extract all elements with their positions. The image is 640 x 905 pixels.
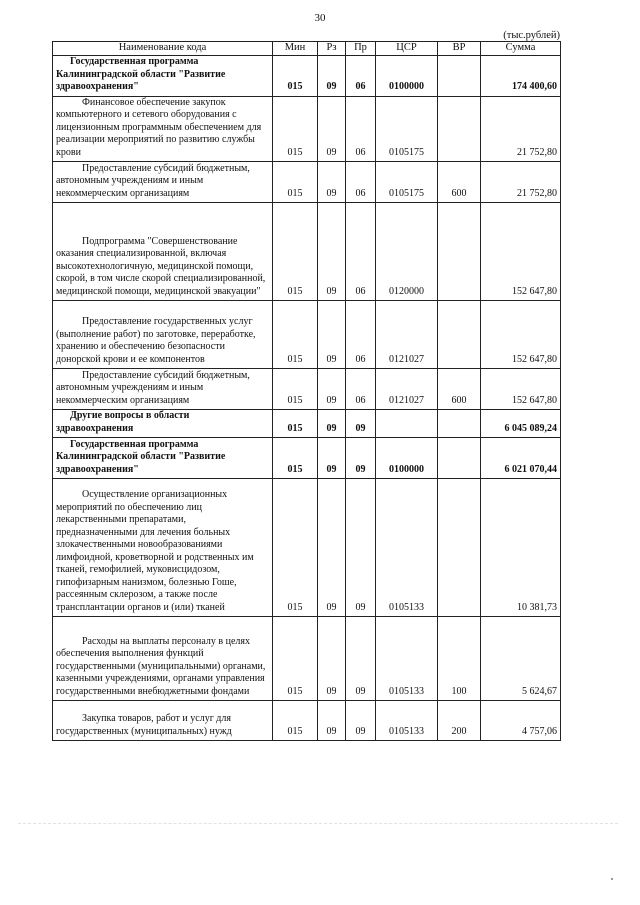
- table-row: [53, 617, 561, 701]
- row-min: 015: [273, 369, 318, 410]
- row-name: Государственная программа Калининградской области "Развитие здравоохранения": [53, 438, 273, 479]
- header-rz: Рз: [318, 42, 346, 56]
- row-name: Закупка товаров, работ и услуг для государственных (муниципальных) нужд: [53, 701, 273, 741]
- row-rz: 09: [318, 438, 346, 479]
- row-name: Предоставление субсидий бюджетным, автономным учреждениям и иным некоммерческим организациям: [53, 369, 273, 410]
- row-pr: 06: [346, 96, 376, 162]
- row-sum: 21 752,80: [481, 162, 561, 203]
- table-row: [53, 410, 561, 438]
- header-pr: Пр: [346, 42, 376, 56]
- row-min: 015: [273, 301, 318, 369]
- row-name: Расходы на выплаты персоналу в целях обеспечения выполнения функций государственными (муниципальными) органами, казенными учреждениями, органами управления государственными внебюджетными фондами: [53, 617, 273, 701]
- row-sum: 152 647,80: [481, 203, 561, 301]
- row-pr: 09: [346, 438, 376, 479]
- row-pr: 09: [346, 410, 376, 438]
- table-row: [53, 301, 561, 369]
- row-min: 015: [273, 162, 318, 203]
- row-sum: 6 045 089,24: [481, 410, 561, 438]
- row-vr: [438, 96, 481, 162]
- header-sum: Сумма: [481, 42, 561, 56]
- table-row: [53, 369, 561, 410]
- row-rz: 09: [318, 203, 346, 301]
- row-sum: 21 752,80: [481, 96, 561, 162]
- scan-speck: [611, 878, 613, 880]
- header-name: Наименование кода: [53, 42, 273, 56]
- row-csr: 0105133: [376, 617, 438, 701]
- row-csr: 0105175: [376, 96, 438, 162]
- row-vr: 600: [438, 369, 481, 410]
- row-pr: 06: [346, 369, 376, 410]
- row-vr: [438, 479, 481, 617]
- table-row: [53, 479, 561, 617]
- budget-table: [52, 41, 561, 741]
- row-sum: 152 647,80: [481, 301, 561, 369]
- row-pr: 09: [346, 479, 376, 617]
- row-min: 015: [273, 438, 318, 479]
- table-header-row: [53, 42, 561, 56]
- row-rz: 09: [318, 56, 346, 97]
- row-vr: [438, 410, 481, 438]
- row-min: 015: [273, 617, 318, 701]
- row-rz: 09: [318, 617, 346, 701]
- row-vr: 600: [438, 162, 481, 203]
- row-rz: 09: [318, 369, 346, 410]
- header-min: Мин: [273, 42, 318, 56]
- row-name: Финансовое обеспечение закупок компьютерного и сетевого оборудования с лицензионным программным обеспечением для реализации мероприятий по развитию службы крови: [53, 96, 273, 162]
- row-sum: 152 647,80: [481, 369, 561, 410]
- table-row: [53, 162, 561, 203]
- row-rz: 09: [318, 162, 346, 203]
- table-row: [53, 701, 561, 741]
- row-min: 015: [273, 410, 318, 438]
- row-vr: [438, 301, 481, 369]
- row-min: 015: [273, 701, 318, 741]
- row-name: Осуществление организационных мероприятий по обеспечению лиц лекарственными препаратами, предназначенными для лечения больных злокачественными новообразованиями лимфоидной, кроветворной и родственных им тканей, гемофилией, муковисцидозом, гипофизарным нанизмом, болезнью Гоше, рассеянным склерозом, а также после трансплантации органов и (или) тканей: [53, 479, 273, 617]
- row-vr: [438, 203, 481, 301]
- row-name: Предоставление субсидий бюджетным, автономным учреждениям и иным некоммерческим организациям: [53, 162, 273, 203]
- row-csr: 0121027: [376, 301, 438, 369]
- page-number: 30: [314, 12, 326, 24]
- row-rz: 09: [318, 410, 346, 438]
- table-row: [53, 438, 561, 479]
- table-row: [53, 203, 561, 301]
- row-csr: [376, 410, 438, 438]
- row-name: Подпрограмма "Совершенствование оказания специализированной, включая высокотехнологичную, медицинской помощи, скорой, в том числе скорой специализированной, медицинской помощи, медицинской эвакуации": [53, 203, 273, 301]
- row-csr: 0100000: [376, 438, 438, 479]
- row-min: 015: [273, 479, 318, 617]
- row-csr: 0100000: [376, 56, 438, 97]
- row-csr: 0121027: [376, 369, 438, 410]
- units-label: (тыс.рублей): [503, 30, 560, 41]
- row-pr: 06: [346, 203, 376, 301]
- row-vr: 100: [438, 617, 481, 701]
- row-sum: 6 021 070,44: [481, 438, 561, 479]
- row-vr: 200: [438, 701, 481, 741]
- row-pr: 06: [346, 56, 376, 97]
- row-sum: 5 624,67: [481, 617, 561, 701]
- row-pr: 06: [346, 162, 376, 203]
- row-rz: 09: [318, 479, 346, 617]
- table-row: [53, 56, 561, 97]
- row-sum: 174 400,60: [481, 56, 561, 97]
- row-min: 015: [273, 96, 318, 162]
- row-name: Государственная программа Калининградской области "Развитие здравоохранения": [53, 56, 273, 97]
- row-rz: 09: [318, 96, 346, 162]
- row-vr: [438, 438, 481, 479]
- row-csr: 0105133: [376, 479, 438, 617]
- row-sum: 10 381,73: [481, 479, 561, 617]
- table-row: [53, 96, 561, 162]
- row-vr: [438, 56, 481, 97]
- row-sum: 4 757,06: [481, 701, 561, 741]
- row-min: 015: [273, 56, 318, 97]
- row-name: Другие вопросы в области здравоохранения: [53, 410, 273, 438]
- row-csr: 0105175: [376, 162, 438, 203]
- row-csr: 0105133: [376, 701, 438, 741]
- row-pr: 09: [346, 617, 376, 701]
- row-csr: 0120000: [376, 203, 438, 301]
- scan-artifact-line: [18, 823, 618, 825]
- row-pr: 09: [346, 701, 376, 741]
- header-vr: ВР: [438, 42, 481, 56]
- row-rz: 09: [318, 301, 346, 369]
- row-name: Предоставление государственных услуг (выполнение работ) по заготовке, переработке, хранению и обеспечению безопасности донорской крови и ее компонентов: [53, 301, 273, 369]
- row-min: 015: [273, 203, 318, 301]
- row-rz: 09: [318, 701, 346, 741]
- row-pr: 06: [346, 301, 376, 369]
- header-csr: ЦСР: [376, 42, 438, 56]
